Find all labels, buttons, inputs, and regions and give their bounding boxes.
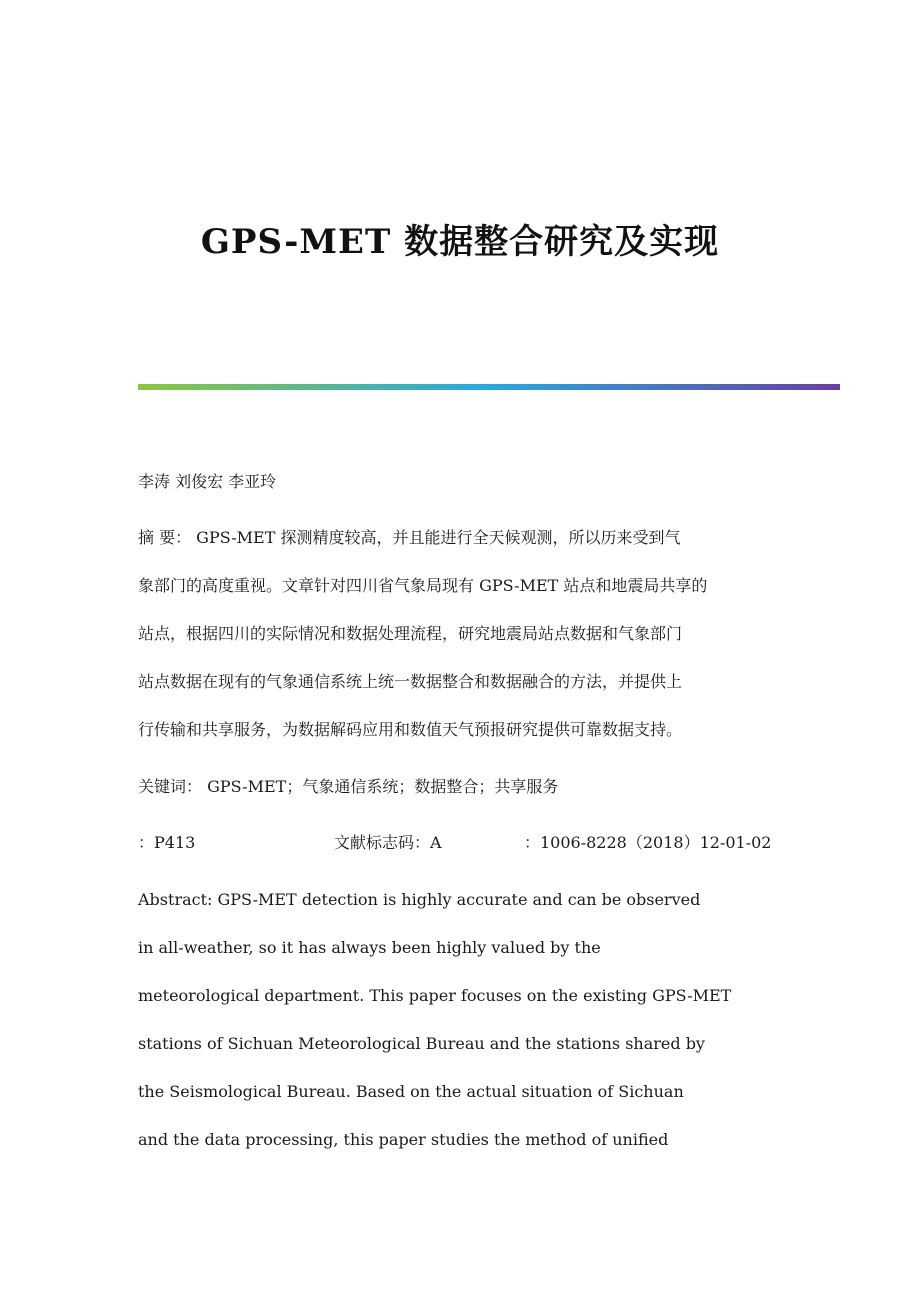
abstract-cn-line: 象部门的高度重视。文章针对四川省气象局现有 GPS-MET 站点和地震局共享的: [138, 576, 708, 595]
abstract-en-line: in all-weather, so it has always been highly valued by the: [138, 938, 601, 957]
abstract-en-line: Abstract: GPS-MET detection is highly accurate and can be observed: [138, 890, 701, 909]
abstract-cn-line: 站点数据在现有的气象通信系统上统一数据整合和数据融合的方法，并提供上: [138, 672, 683, 691]
title-divider: [138, 384, 840, 390]
abstract-cn-line: 摘 要： GPS-MET 探测精度较高，并且能进行全天候观测，所以历来受到气: [138, 528, 681, 547]
abstract-cn-line: 站点，根据四川的实际情况和数据处理流程，研究地震局站点数据和气象部门: [138, 624, 683, 643]
abstract-en-line: meteorological department. This paper focuses on the existing GPS-MET: [138, 986, 732, 1005]
keywords: 关键词： GPS-MET；气象通信系统；数据整合；共享服务: [138, 777, 559, 796]
abstract-cn-line: 行传输和共享服务，为数据解码应用和数值天气预报研究提供可靠数据支持。: [138, 720, 683, 739]
abstract-en-line: stations of Sichuan Meteorological Bureau and the stations shared by: [138, 1034, 705, 1053]
abstract-en-line: the Seismological Bureau. Based on the actual situation of Sichuan: [138, 1082, 684, 1101]
authors: 李涛 刘俊宏 李亚玲: [138, 472, 277, 491]
paper-title: GPS-MET 数据整合研究及实现: [200, 222, 720, 262]
document-code: 文献标志码：A: [334, 833, 442, 852]
abstract-chinese: [138, 514, 798, 754]
article-number: ：1006-8228（2018）12-01-02: [524, 833, 772, 852]
abstract-english: [138, 876, 798, 1164]
abstract-en-line: and the data processing, this paper studies the method of unified: [138, 1130, 669, 1149]
clc-number: ：P413: [138, 833, 196, 852]
